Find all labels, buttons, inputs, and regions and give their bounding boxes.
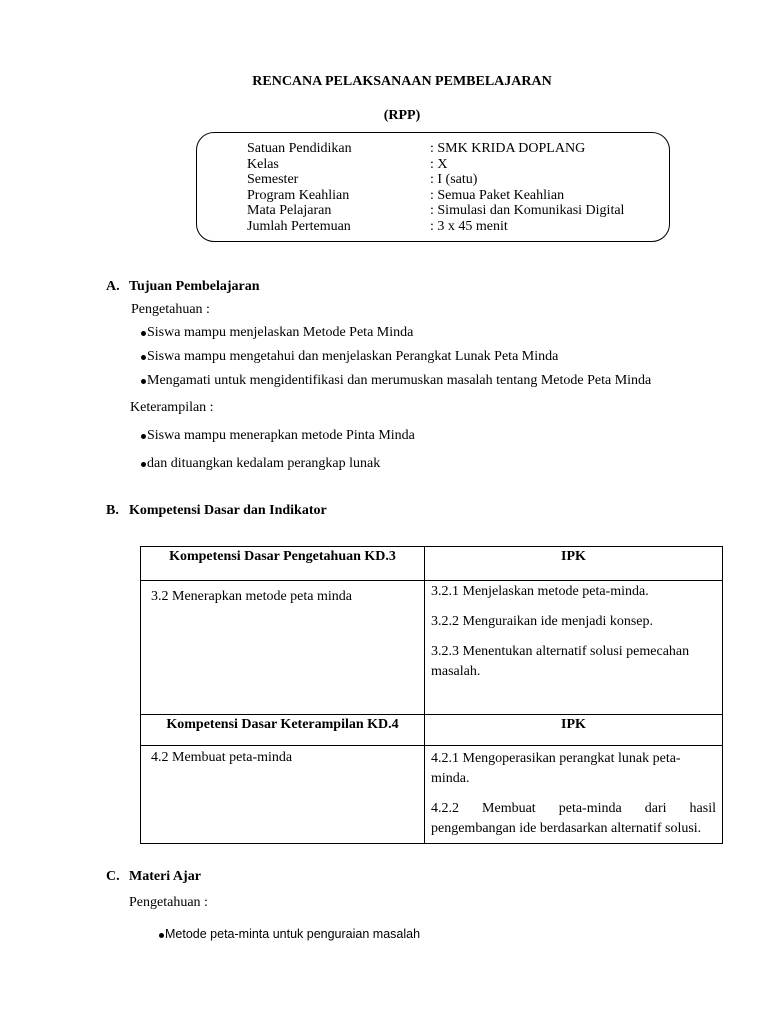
ipk-item: 3.2.2 Menguraikan ide menjadi konsep.: [431, 614, 654, 629]
table-header-row: [141, 715, 723, 746]
section-b-heading: [106, 503, 327, 519]
identity-value: : SMK KRIDA DOPLANG: [430, 141, 586, 156]
identity-row: [247, 157, 448, 173]
identity-label: Jumlah Pertemuan: [247, 218, 351, 234]
identity-row: [247, 188, 564, 204]
kd3-ipk-cell: [425, 581, 723, 715]
ipk-item: 4.2.2 Membuat peta-minda dari hasil pengembangan ide berdasarkan alternatif solusi.: [431, 801, 716, 836]
kd4-header: Kompetensi Dasar Keterampilan KD.4: [141, 715, 425, 746]
list-item: Siswa mampu menjelaskan Metode Peta Minda: [147, 325, 414, 340]
list-item: Metode peta-minta untuk penguraian masalah: [165, 927, 421, 941]
identity-box: [196, 132, 670, 242]
identity-label: Satuan Pendidikan: [247, 141, 352, 156]
identity-label: Kelas: [247, 156, 279, 172]
ipk-item: 3.2.1 Menjelaskan metode peta-minda.: [431, 584, 649, 599]
section-letter: A.: [106, 279, 120, 294]
document-subtitle: (RPP): [383, 108, 421, 123]
kd4-cell: 4.2 Membuat peta-minda: [141, 746, 425, 844]
competency-table: [140, 546, 723, 844]
section-title: Tujuan Pembelajaran: [129, 279, 260, 294]
table-header-row: [141, 547, 723, 581]
knowledge-label: Pengetahuan :: [129, 895, 208, 910]
identity-label: Semester: [247, 172, 299, 187]
skill-label: Keterampilan :: [130, 400, 214, 415]
ipk-header: IPK: [425, 547, 723, 581]
kd3-cell: 3.2 Menerapkan metode peta minda: [141, 581, 425, 715]
identity-row: [247, 141, 585, 157]
identity-value: : 3 x 45 menit: [430, 218, 508, 234]
identity-label: Mata Pelajaran: [247, 203, 332, 218]
identity-label: Program Keahlian: [247, 187, 350, 203]
knowledge-label: Pengetahuan :: [131, 302, 210, 317]
identity-row: [247, 172, 477, 188]
identity-row: [247, 203, 624, 219]
section-title: Materi Ajar: [129, 869, 201, 884]
identity-value: : Simulasi dan Komunikasi Digital: [430, 203, 625, 218]
list-item: dan dituangkan kedalam perangkap lunak: [147, 456, 381, 471]
table-row: [141, 581, 723, 715]
section-letter: B.: [106, 503, 119, 518]
list-item: Siswa mampu menerapkan metode Pinta Minda: [147, 428, 415, 443]
identity-value: : X: [430, 156, 448, 172]
document-title: RENCANA PELAKSANAAN PEMBELAJARAN: [252, 74, 552, 89]
section-a-heading: [106, 279, 260, 295]
identity-row: [247, 219, 508, 235]
kd3-header: Kompetensi Dasar Pengetahuan KD.3: [141, 547, 425, 581]
section-title: Kompetensi Dasar dan Indikator: [129, 503, 327, 518]
identity-value: : Semua Paket Keahlian: [430, 187, 565, 203]
section-letter: C.: [106, 869, 120, 884]
table-row: [141, 746, 723, 844]
ipk-item: 4.2.1 Mengoperasikan perangkat lunak peta-minda.: [431, 751, 681, 786]
section-c-heading: [106, 869, 201, 885]
identity-value: : I (satu): [430, 172, 478, 187]
list-item: Mengamati untuk mengidentifikasi dan merumuskan masalah tentang Metode Peta Minda: [147, 373, 652, 388]
ipk-header: IPK: [425, 715, 723, 746]
ipk-item: 3.2.3 Menentukan alternatif solusi pemecahan masalah.: [431, 644, 690, 679]
list-item: Siswa mampu mengetahui dan menjelaskan Perangkat Lunak Peta Minda: [147, 349, 559, 364]
kd4-ipk-cell: [425, 746, 723, 844]
